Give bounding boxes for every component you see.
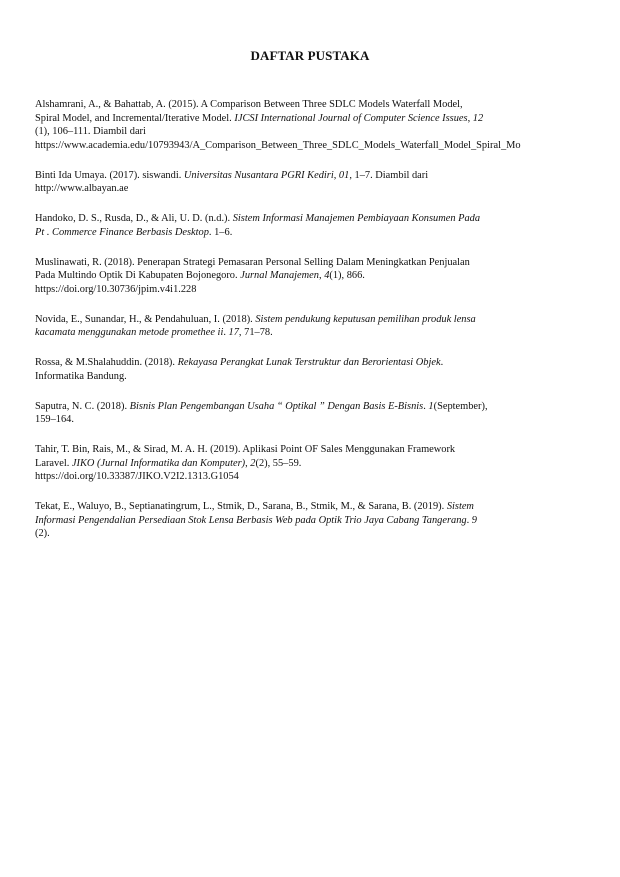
reference-line	[35, 457, 580, 471]
reference-italic-text: Sistem	[446, 501, 474, 512]
reference-text: Alshamrani, A., & Bahattab, A. (2015). A Comparison Between Three SDLC Models Waterfall Model,	[35, 99, 463, 110]
reference-text: Informatika Bandung.	[35, 370, 127, 382]
reference-text: http://www.albayan.ae	[35, 183, 129, 194]
reference-text: Tekat, E., Waluyo, B., Septianatingrum, L., Stmik, D., Sarana, B., Stmik, M., & Sarana, B. (2019).	[35, 501, 447, 512]
reference-italic-text: 4	[324, 270, 330, 281]
reference-italic-text: 01	[338, 169, 350, 181]
reference-text: ,	[318, 270, 325, 281]
reference-text: .	[466, 514, 472, 526]
reference-italic-text: Sistem Informasi Manajemen Pembiayaan Konsumen Pada	[232, 213, 481, 224]
reference-text: (1), 106–111. Diambil dari	[35, 126, 146, 137]
reference-text: (2).	[35, 528, 50, 539]
reference-text: Saputra, N. C. (2018).	[35, 400, 130, 412]
reference-text: .	[223, 327, 229, 338]
reference-text: https://doi.org/10.30736/jpim.v4i1.228	[35, 283, 197, 295]
reference-line	[35, 413, 580, 427]
reference-entry	[35, 169, 580, 196]
reference-line	[35, 98, 580, 112]
reference-line	[35, 269, 580, 283]
reference-text: (1), 866.	[329, 270, 365, 281]
reference-text: Handoko, D. S., Rusda, D., & Ali, U. D. (n.d.).	[35, 213, 233, 224]
reference-line	[35, 400, 580, 414]
reference-entry	[35, 500, 580, 541]
reference-entry	[35, 400, 580, 427]
reference-line	[35, 514, 580, 528]
reference-italic-text: IJCSI International Journal of Computer Science Issues	[234, 112, 468, 124]
reference-line	[35, 212, 580, 226]
reference-italic-text: 17	[228, 327, 239, 338]
reference-text: , 1–7. Diambil dari	[349, 169, 429, 181]
reference-italic-text: 2	[250, 457, 256, 469]
reference-text: , 71–78.	[238, 327, 273, 338]
reference-italic-text: 1	[428, 400, 434, 412]
reference-text: https://www.academia.edu/10793943/A_Comparison_Between_Three_SDLC_Models_Waterfall_Model_Spiral_Mo	[35, 139, 521, 151]
reference-line	[35, 500, 580, 514]
reference-text: Laravel.	[35, 457, 72, 469]
reference-entry	[35, 356, 580, 383]
reference-text: Novida, E., Sunandar, H., & Pendahuluan, I. (2018).	[35, 313, 256, 325]
reference-text: Muslinawati, R. (2018). Penerapan Strategi Pemasaran Personal Selling Dalam Meningkatkan Penjualan	[35, 256, 470, 268]
reference-italic-text: Informasi Pengendalian Persediaan Stok Lensa Berbasis Web pada Optik Trio Jaya Cabang Tangerang	[35, 514, 467, 526]
reference-italic-text: 9	[471, 514, 477, 526]
reference-text: Rossa, & M.Shalahuddin. (2018).	[35, 357, 178, 368]
reference-text: Binti Ida Umaya. (2017). siswandi.	[35, 169, 184, 181]
reference-italic-text: kacamata menggunakan metode promethee ii	[35, 327, 224, 338]
reference-italic-text: 12	[472, 112, 484, 124]
reference-entry	[35, 212, 580, 239]
reference-line	[35, 256, 580, 270]
reference-text: . 1–6.	[208, 226, 233, 238]
reference-text: https://doi.org/10.33387/JIKO.V2I2.1313.G1054	[35, 471, 239, 482]
reference-text: Spiral Model, and Incremental/Iterative Model.	[35, 112, 235, 124]
reference-list	[35, 98, 620, 557]
reference-text: ,	[467, 112, 473, 124]
reference-entry	[35, 256, 580, 297]
reference-italic-text: Sistem pendukung keputusan pemilihan produk lensa	[255, 313, 476, 325]
reference-italic-text: JIKO (Jurnal Informatika dan Komputer)	[71, 457, 246, 469]
reference-line	[35, 139, 620, 153]
reference-text: 159–164.	[35, 414, 74, 425]
reference-italic-text: Jurnal Manajemen	[240, 270, 319, 281]
reference-text: Tahir, T. Bin, Rais, M., & Sirad, M. A. H. (2019). Aplikasi Point OF Sales Menggunakan Framework	[35, 444, 456, 455]
reference-line	[35, 370, 580, 384]
reference-italic-text: Rekayasa Perangkat Lunak Terstruktur dan Berorientasi Objek	[177, 357, 441, 368]
reference-text: ,	[245, 457, 251, 469]
reference-line	[35, 527, 580, 541]
reference-line	[35, 470, 580, 484]
reference-text: .	[423, 400, 429, 412]
reference-line	[35, 169, 580, 183]
reference-entry	[35, 98, 580, 152]
reference-italic-text: Pt . Commerce Finance Berbasis Desktop	[35, 226, 209, 238]
reference-line	[35, 182, 580, 196]
reference-line	[35, 125, 580, 139]
reference-italic-text: Universitas Nusantara PGRI Kediri	[183, 169, 334, 181]
reference-line	[35, 356, 580, 370]
reference-text: .	[440, 357, 444, 368]
reference-italic-text: Bisnis Plan Pengembangan Usaha “ Optikal ” Dengan Basis E-Bisnis	[129, 400, 424, 412]
page-heading: DAFTAR PUSTAKA	[250, 48, 370, 63]
reference-text: (September),	[433, 400, 488, 412]
reference-line	[35, 226, 580, 240]
reference-line	[35, 112, 580, 126]
reference-entry	[35, 313, 580, 340]
reference-line	[35, 313, 580, 327]
reference-line	[35, 326, 580, 340]
reference-text: (2), 55–59.	[255, 457, 302, 469]
reference-entry	[35, 443, 580, 484]
reference-text: ,	[333, 169, 339, 181]
reference-line	[35, 283, 580, 297]
reference-text: Pada Multindo Optik Di Kabupaten Bojonegoro.	[35, 270, 241, 281]
reference-line	[35, 443, 580, 457]
